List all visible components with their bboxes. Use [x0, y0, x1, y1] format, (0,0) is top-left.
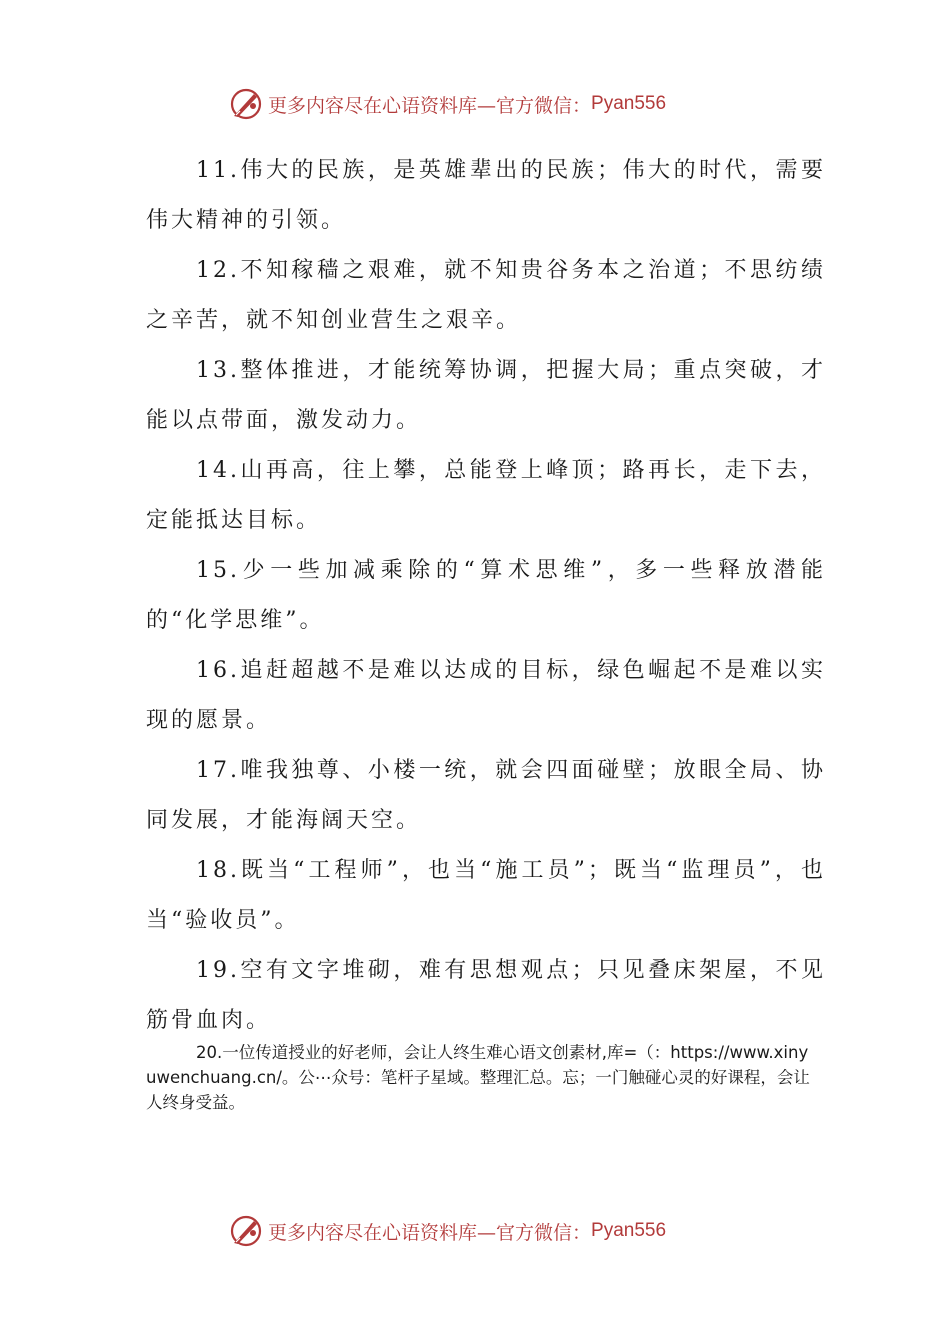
quote-item-17: 17.唯我独尊、小楼一统，就会四面碰壁；放眼全局、协同发展，才能海阔天空。: [146, 758, 826, 833]
quote-item-12: 12.不知稼穑之艰难，就不知贵谷务本之治道；不思纺绩之辛苦，就不知创业营生之艰辛。: [146, 258, 826, 333]
footer-banner: [228, 1211, 666, 1251]
quote-item-19: 19.空有文字堆砌，难有思想观点；只见叠床架屋，不见筋骨血肉。: [146, 958, 826, 1033]
header-banner: [228, 84, 666, 124]
quote-item-11: 11.伟大的民族，是英雄辈出的民族；伟大的时代，需要伟大精神的引领。: [146, 158, 826, 233]
quote-item-14: 14.山再高，往上攀，总能登上峰顶；路再长，走下去，定能抵达目标。: [146, 458, 826, 533]
banner-contact: Pyan556: [591, 93, 667, 114]
banner-text: 更多内容尽在心语资料库—官方微信：: [268, 94, 592, 117]
quill-logo-icon: [228, 1213, 264, 1249]
quill-logo-icon: [228, 86, 264, 122]
quote-item-20: 20.一位传道授业的好老师，会让人终生难心语文创素材,库=（：https://www.xinyuwenchuang.cn/。公⋯众号：笔杆子星域。整理汇总。忘；一门触碰心灵的好课程，会让人终身受益。: [146, 1043, 810, 1112]
quote-item-18: 18.既当“工程师”，也当“施工员”；既当“监理员”，也当“验收员”。: [146, 858, 826, 933]
quote-item-15: 15.少一些加减乘除的“算术思维”，多一些释放潜能的“化学思维”。: [146, 558, 826, 633]
banner-text: 更多内容尽在心语资料库—官方微信：: [268, 1221, 592, 1244]
quote-item-13: 13.整体推进，才能统筹协调，把握大局；重点突破，才能以点带面，激发动力。: [146, 358, 826, 433]
quote-list: [146, 146, 826, 1046]
banner-contact: Pyan556: [591, 1220, 667, 1241]
quote-item-16: 16.追赶超越不是难以达成的目标，绿色崛起不是难以实现的愿景。: [146, 658, 826, 733]
